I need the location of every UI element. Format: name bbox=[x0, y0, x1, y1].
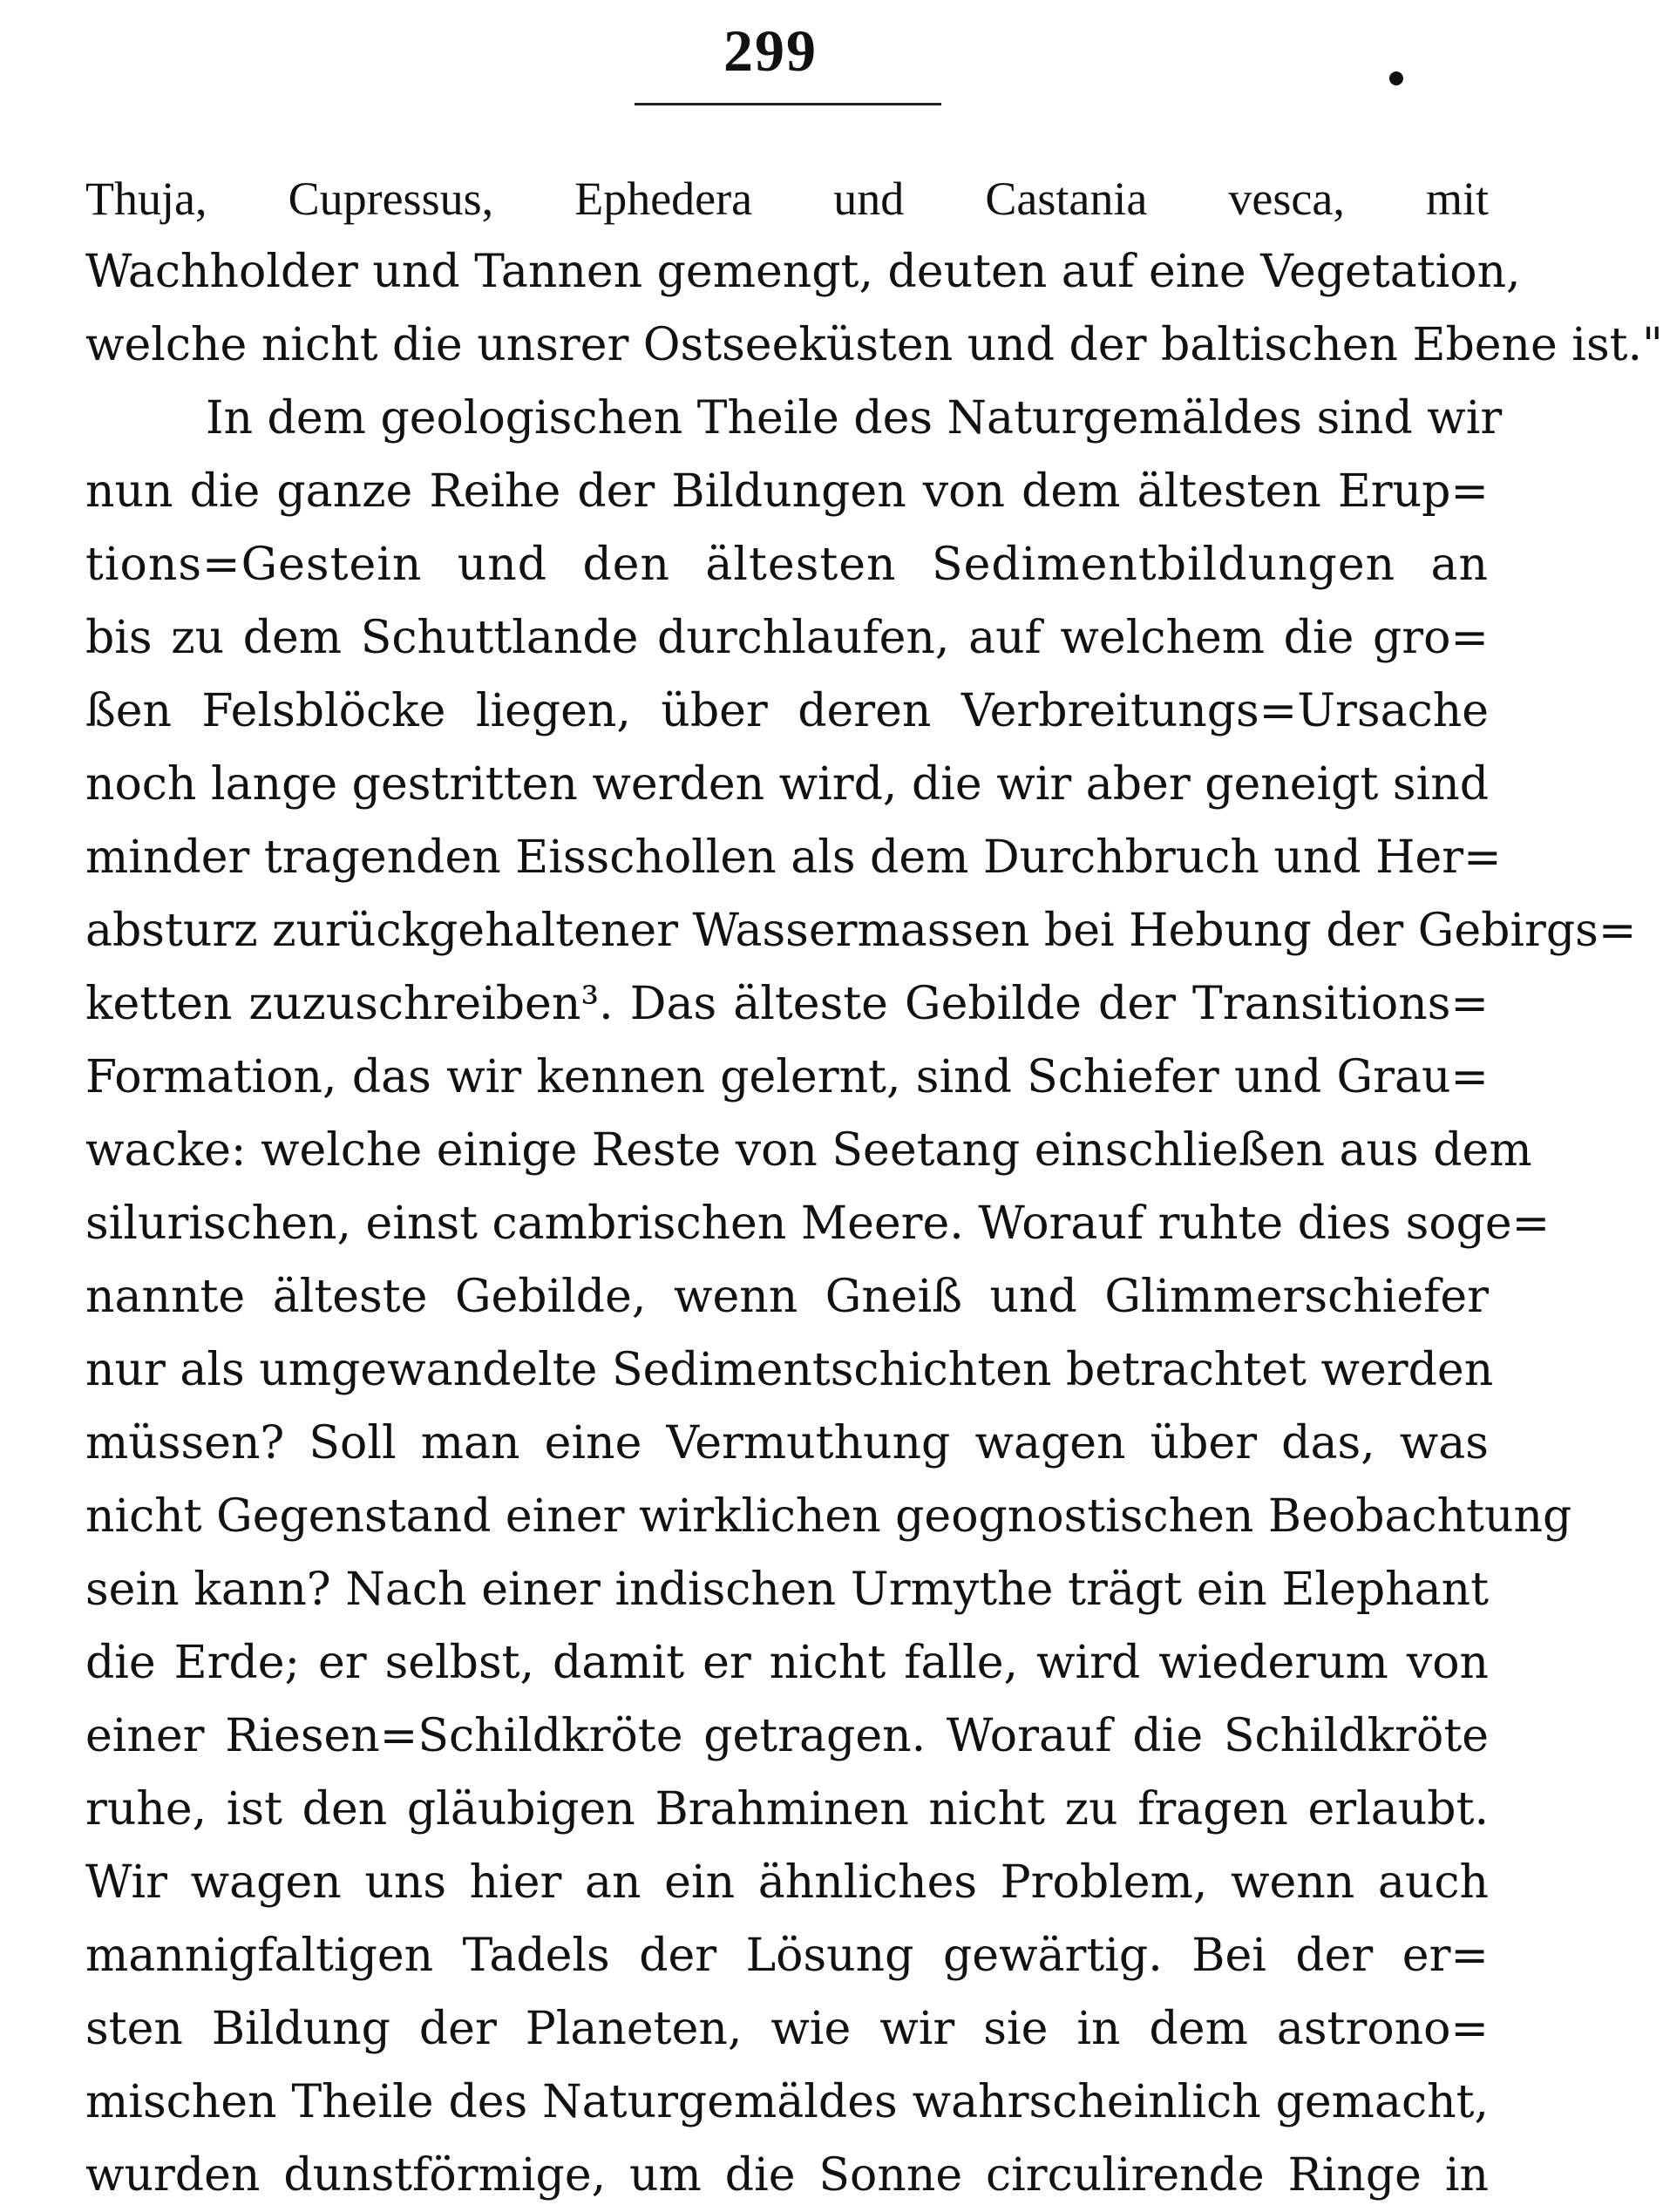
text-line: Thuja, Cupressus, Ephedera und Castania vesca, mit bbox=[85, 173, 1489, 225]
text-line: ßen Felsblöcke liegen, über deren Verbreitungs=Ursache bbox=[85, 685, 1489, 737]
text-line: absturz zurückgehaltener Wassermassen bei Hebung der Gebirgs= bbox=[85, 905, 1637, 957]
page-number: 299 bbox=[723, 17, 818, 84]
text-line: einer Riesen=Schildkröte getragen. Worauf die Schildkröte bbox=[85, 1710, 1489, 1762]
body-text bbox=[85, 162, 1663, 2212]
text-line: mannigfaltigen Tadels der Lösung gewärtig. Bei der er= bbox=[85, 1930, 1489, 1982]
paragraph-first-line: In dem geologischen Theile des Naturgemäldes sind wir bbox=[206, 392, 1503, 444]
text-line: nicht Gegenstand einer wirklichen geognostischen Beobachtung bbox=[85, 1490, 1572, 1543]
text-line: nannte älteste Gebilde, wenn Gneiß und Glimmerschiefer bbox=[85, 1271, 1489, 1323]
text-line: sten Bildung der Planeten, wie wir sie in dem astrono= bbox=[85, 2003, 1489, 2055]
ink-dot-mark bbox=[1389, 71, 1403, 85]
text-line: Wir wagen uns hier an ein ähnliches Problem, wenn auch bbox=[85, 1856, 1489, 1909]
text-line: silurischen, einst cambrischen Meere. Worauf ruhte dies soge= bbox=[85, 1198, 1551, 1250]
text-line: wurden dunstförmige, um die Sonne circulirende Ringe in bbox=[85, 2149, 1489, 2202]
text-line: wacke: welche einige Reste von Seetang einschließen aus dem bbox=[85, 1124, 1532, 1177]
text-line: die Erde; er selbst, damit er nicht falle, wird wiederum von bbox=[85, 1637, 1489, 1689]
text-line: welche nicht die unsrer Ostseeküsten und der baltischen Ebene ist." bbox=[85, 319, 1663, 371]
text-line: tions=Gestein und den ältesten Sedimentbildungen an bbox=[85, 539, 1489, 591]
text-line: ketten zuzuschreiben³. Das älteste Gebilde der Transitions= bbox=[85, 978, 1489, 1030]
text-line: minder tragenden Eisschollen als dem Durchbruch und Her= bbox=[85, 831, 1502, 884]
text-line: mischen Theile des Naturgemäldes wahrscheinlich gemacht, bbox=[85, 2076, 1489, 2128]
text-line: Formation, das wir kennen gelernt, sind Schiefer und Grau= bbox=[85, 1051, 1489, 1103]
text-line: sein kann? Nach einer indischen Urmythe trägt ein Elephant bbox=[85, 1564, 1489, 1616]
text-line: nur als umgewandelte Sedimentschichten betrachtet werden bbox=[85, 1344, 1494, 1396]
text-line: noch lange gestritten werden wird, die wir aber geneigt sind bbox=[85, 758, 1489, 811]
header-rule bbox=[635, 103, 941, 105]
text-line: ruhe, ist den gläubigen Brahminen nicht zu fragen erlaubt. bbox=[85, 1783, 1489, 1835]
text-line: nun die ganze Reihe der Bildungen von dem ältesten Erup= bbox=[85, 465, 1489, 518]
text-line: bis zu dem Schuttlande durchlaufen, auf welchem die gro= bbox=[85, 612, 1489, 664]
text-line: Wachholder und Tannen gemengt, deuten auf eine Vegetation, bbox=[85, 246, 1521, 298]
text-line: müssen? Soll man eine Vermuthung wagen über das, was bbox=[85, 1417, 1489, 1469]
